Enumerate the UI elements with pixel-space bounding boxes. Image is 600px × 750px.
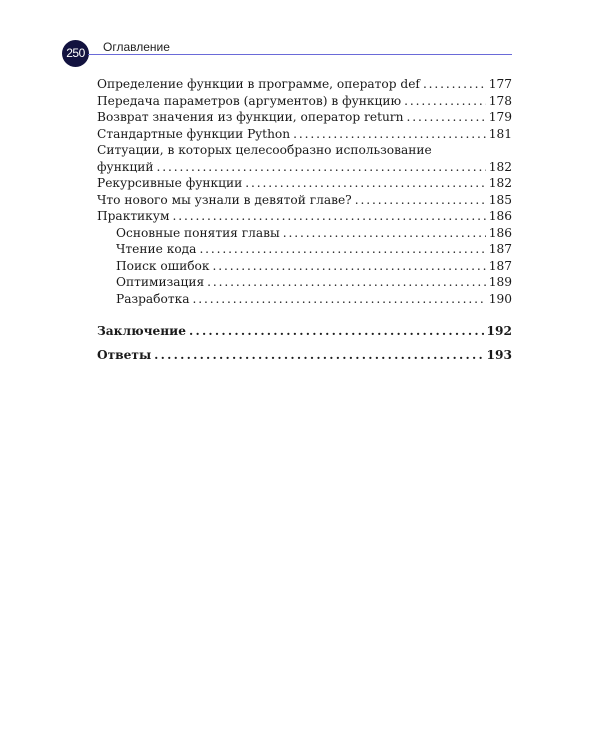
- dot-leader: [423, 76, 486, 93]
- toc-sub-entry: Оптимизация . . . 189: [97, 274, 512, 291]
- toc-sub-entry: Основные понятия главы . . . 186: [97, 225, 512, 242]
- dot-leader: [404, 93, 486, 110]
- toc-entry: Стандартные функции Python . . . 181: [97, 126, 512, 143]
- dot-leader: [213, 258, 486, 275]
- dot-leader: [293, 126, 486, 143]
- toc-entry: Ситуации, в которых целесообразно использование: [97, 143, 432, 157]
- running-title: Оглавление: [103, 40, 170, 54]
- toc-entry: Практикум . . . 186: [97, 208, 512, 225]
- dot-leader: [157, 159, 486, 176]
- dot-leader: [189, 323, 484, 340]
- table-of-contents: [97, 76, 512, 363]
- toc-entry: Возврат значения из функции, оператор return . . . 179: [97, 109, 512, 126]
- toc-entry: Что нового мы узнали в девятой главе? . . . 185: [97, 192, 512, 209]
- dot-leader: [192, 291, 485, 308]
- toc-answers: Ответы . . . 193: [97, 347, 512, 364]
- toc-entry: Передача параметров (аргументов) в функцию . . . 178: [97, 93, 512, 110]
- dot-leader: [207, 274, 486, 291]
- dot-leader: [172, 208, 485, 225]
- toc-sub-entry: Разработка . . . 190: [97, 291, 512, 308]
- dot-leader: [355, 192, 486, 209]
- dot-leader: [154, 347, 483, 364]
- toc-entry-continuation: функций . . . 182: [97, 159, 512, 176]
- toc-sub-entry: Чтение кода . . . 187: [97, 241, 512, 258]
- header-rule: [88, 54, 512, 55]
- dot-leader: [199, 241, 485, 258]
- toc-entry: Определение функции в программе, оператор def . . . 177: [97, 76, 512, 93]
- toc-conclusion: Заключение . . . 192: [97, 323, 512, 340]
- toc-sub-entry: Поиск ошибок . . . 187: [97, 258, 512, 275]
- dot-leader: [283, 225, 486, 242]
- dot-leader: [407, 109, 486, 126]
- toc-entry: Рекурсивные функции . . . 182: [97, 175, 512, 192]
- page-number-badge: 250: [62, 40, 89, 67]
- dot-leader: [245, 175, 485, 192]
